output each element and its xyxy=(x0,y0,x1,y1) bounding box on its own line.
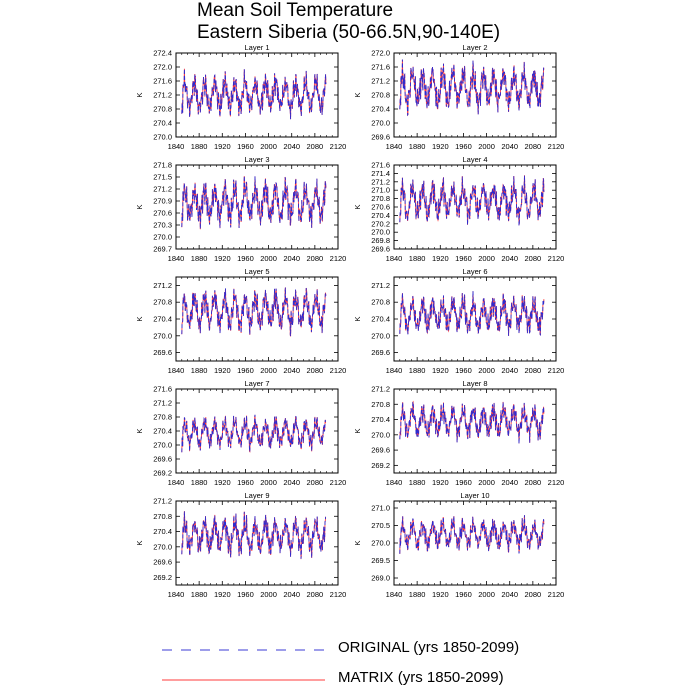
x-tick-label: 1880 xyxy=(408,142,426,151)
y-tick-label: 270.0 xyxy=(371,331,390,341)
x-tick-label: 1920 xyxy=(431,254,449,263)
x-tick-label: 2000 xyxy=(260,478,277,487)
x-tick-label: 2040 xyxy=(501,254,519,263)
panel-title: Layer 8 xyxy=(462,379,488,388)
x-tick-label: 2080 xyxy=(306,590,324,599)
y-tick-label: 270.4 xyxy=(153,118,172,128)
x-tick-label: 1840 xyxy=(385,478,403,487)
panel-title: Layer 9 xyxy=(244,491,270,500)
legend-original-label: ORIGINAL (yrs 1850-2099) xyxy=(338,639,520,656)
y-tick-label: 270.4 xyxy=(153,426,172,436)
y-tick-label: 270.0 xyxy=(153,232,172,242)
x-tick-label: 1880 xyxy=(408,478,426,487)
y-axis-label: K xyxy=(135,204,144,210)
y-tick-label: 269.6 xyxy=(371,445,390,455)
y-tick-label: 271.2 xyxy=(153,398,172,408)
x-tick-label: 2000 xyxy=(260,142,277,151)
y-tick-label: 270.8 xyxy=(371,399,390,409)
x-tick-label: 2040 xyxy=(501,366,519,375)
panel-title: Layer 1 xyxy=(244,43,270,52)
x-tick-label: 2120 xyxy=(547,254,565,263)
y-tick-label: 270.8 xyxy=(153,511,172,521)
x-tick-label: 1880 xyxy=(408,254,426,263)
x-tick-label: 1960 xyxy=(237,478,254,487)
y-tick-label: 272.4 xyxy=(153,48,172,58)
y-tick-label: 271.2 xyxy=(371,76,390,86)
x-tick-label: 2040 xyxy=(501,478,519,487)
x-tick-label: 1960 xyxy=(237,254,254,263)
x-tick-label: 2000 xyxy=(478,142,495,151)
x-tick-label: 1960 xyxy=(455,590,472,599)
y-axis-label: K xyxy=(353,204,362,210)
plot-frame xyxy=(394,165,556,249)
x-tick-label: 2080 xyxy=(306,254,324,263)
x-tick-label: 1880 xyxy=(408,590,426,599)
y-tick-label: 271.2 xyxy=(371,280,390,290)
y-tick-label: 269.5 xyxy=(371,556,390,565)
x-tick-label: 2000 xyxy=(478,478,495,487)
y-tick-label: 271.0 xyxy=(371,185,390,195)
y-tick-label: 270.4 xyxy=(371,104,390,114)
y-tick-label: 269.6 xyxy=(153,557,172,567)
y-tick-label: 270.4 xyxy=(153,527,172,537)
x-tick-label: 1920 xyxy=(431,590,449,599)
x-tick-label: 1960 xyxy=(237,590,254,599)
x-tick-label: 2040 xyxy=(501,142,519,151)
panel-layer-5 xyxy=(135,267,346,375)
y-tick-label: 271.2 xyxy=(371,384,390,394)
y-tick-label: 269.6 xyxy=(371,348,390,358)
y-tick-label: 270.4 xyxy=(371,314,390,324)
y-tick-label: 269.0 xyxy=(371,573,390,583)
x-tick-label: 2120 xyxy=(329,142,347,151)
plot-frame xyxy=(394,277,556,361)
x-tick-label: 1840 xyxy=(385,590,403,599)
plot-frame xyxy=(176,277,338,361)
y-tick-label: 270.0 xyxy=(371,538,390,548)
x-tick-label: 1920 xyxy=(213,142,231,151)
y-tick-label: 269.6 xyxy=(153,348,172,358)
y-axis-label: K xyxy=(353,316,362,322)
x-tick-label: 1920 xyxy=(431,478,449,487)
x-tick-label: 1840 xyxy=(167,478,185,487)
panel-title: Layer 2 xyxy=(462,43,488,52)
y-tick-label: 269.2 xyxy=(153,572,172,582)
x-tick-label: 1960 xyxy=(455,478,472,487)
x-tick-label: 1880 xyxy=(190,478,208,487)
panel-layer-7 xyxy=(135,379,346,487)
x-tick-label: 1840 xyxy=(385,366,403,375)
y-axis-label: K xyxy=(135,428,144,434)
y-tick-label: 271.2 xyxy=(153,496,172,506)
x-tick-label: 2000 xyxy=(478,254,495,263)
x-tick-label: 2080 xyxy=(524,142,542,151)
y-tick-label: 270.0 xyxy=(153,440,172,450)
x-tick-label: 2120 xyxy=(547,590,565,599)
x-tick-label: 1840 xyxy=(385,142,403,151)
x-tick-label: 2120 xyxy=(547,478,565,487)
y-tick-label: 269.6 xyxy=(371,132,390,142)
y-tick-label: 269.6 xyxy=(153,454,172,464)
y-tick-label: 271.2 xyxy=(153,280,172,290)
x-tick-label: 2040 xyxy=(283,142,301,151)
x-tick-label: 2040 xyxy=(283,590,301,599)
panel-layer-4 xyxy=(353,155,564,263)
x-tick-label: 2120 xyxy=(329,478,347,487)
y-axis-label: K xyxy=(135,540,144,546)
x-tick-label: 2120 xyxy=(329,254,347,263)
y-tick-label: 271.4 xyxy=(371,168,390,178)
x-tick-label: 2120 xyxy=(547,366,565,375)
x-tick-label: 1920 xyxy=(213,590,231,599)
x-tick-label: 1920 xyxy=(213,478,231,487)
x-tick-label: 1920 xyxy=(431,366,449,375)
panel-title: Layer 6 xyxy=(462,267,488,276)
y-tick-label: 270.8 xyxy=(153,412,172,422)
y-tick-label: 270.6 xyxy=(153,208,172,218)
y-tick-label: 270.8 xyxy=(371,90,390,100)
panel-layer-8 xyxy=(353,379,564,487)
x-tick-label: 1840 xyxy=(167,590,185,599)
x-tick-label: 1840 xyxy=(167,142,185,151)
x-tick-label: 2080 xyxy=(306,366,324,375)
x-tick-label: 2080 xyxy=(524,254,542,263)
y-axis-label: K xyxy=(353,92,362,98)
panel-title: Layer 10 xyxy=(460,491,490,500)
x-tick-label: 1960 xyxy=(455,254,472,263)
y-tick-label: 270.0 xyxy=(371,118,390,128)
x-tick-label: 1880 xyxy=(190,142,208,151)
y-tick-label: 270.0 xyxy=(153,331,172,341)
y-tick-label: 270.0 xyxy=(153,542,172,552)
series-original-line xyxy=(400,176,544,226)
y-tick-label: 270.8 xyxy=(153,297,172,307)
x-tick-label: 1960 xyxy=(455,366,472,375)
x-tick-label: 1960 xyxy=(455,142,472,151)
x-tick-label: 2080 xyxy=(524,590,542,599)
panel-title: Layer 4 xyxy=(462,155,488,164)
y-axis-label: K xyxy=(353,540,362,546)
x-tick-label: 1840 xyxy=(167,366,185,375)
plot-frame xyxy=(176,389,338,473)
series-original-line xyxy=(400,60,544,116)
x-tick-label: 2000 xyxy=(478,590,495,599)
panel-layer-1 xyxy=(135,43,346,151)
x-tick-label: 1840 xyxy=(167,254,185,263)
x-tick-label: 2040 xyxy=(283,366,301,375)
x-tick-label: 1880 xyxy=(190,366,208,375)
y-tick-label: 270.5 xyxy=(371,521,390,530)
y-tick-label: 270.9 xyxy=(153,196,172,206)
series-original-line xyxy=(400,291,544,336)
y-tick-label: 271.5 xyxy=(153,172,172,182)
y-tick-label: 270.0 xyxy=(371,430,390,440)
y-tick-label: 271.6 xyxy=(371,62,390,72)
y-tick-label: 271.2 xyxy=(153,184,172,194)
x-tick-label: 2080 xyxy=(306,142,324,151)
panel-title: Layer 7 xyxy=(244,379,270,388)
y-tick-label: 270.4 xyxy=(371,210,390,220)
x-tick-label: 2000 xyxy=(260,366,277,375)
y-tick-label: 272.0 xyxy=(153,62,172,72)
series-original-line xyxy=(182,511,326,558)
x-tick-label: 2000 xyxy=(260,254,277,263)
x-tick-label: 2000 xyxy=(260,590,277,599)
x-tick-label: 2040 xyxy=(501,590,519,599)
x-tick-label: 2080 xyxy=(524,478,542,487)
y-tick-label: 271.8 xyxy=(153,160,172,170)
panel-layer-2 xyxy=(353,43,564,151)
y-tick-label: 269.8 xyxy=(371,236,390,246)
y-axis-label: K xyxy=(135,316,144,322)
y-tick-label: 270.2 xyxy=(371,219,390,229)
x-tick-label: 1880 xyxy=(190,254,208,263)
x-tick-label: 2120 xyxy=(329,366,347,375)
series-original-line xyxy=(182,176,326,229)
panel-layer-3 xyxy=(135,155,346,263)
x-tick-label: 1960 xyxy=(237,366,254,375)
plot-frame xyxy=(394,53,556,137)
x-tick-label: 1960 xyxy=(237,142,254,151)
y-tick-label: 271.6 xyxy=(153,384,172,394)
legend-matrix-label: MATRIX (yrs 1850-2099) xyxy=(338,669,504,686)
x-tick-label: 2000 xyxy=(478,366,495,375)
y-tick-label: 269.2 xyxy=(153,468,172,478)
y-tick-label: 269.6 xyxy=(371,244,390,254)
panel-title: Layer 3 xyxy=(244,155,270,164)
x-tick-label: 2080 xyxy=(524,366,542,375)
y-tick-label: 271.6 xyxy=(371,160,390,170)
y-tick-label: 270.4 xyxy=(371,415,390,425)
x-tick-label: 1920 xyxy=(213,254,231,263)
y-tick-label: 270.8 xyxy=(371,194,390,204)
y-axis-label: K xyxy=(353,428,362,434)
y-tick-label: 270.6 xyxy=(371,202,390,212)
x-tick-label: 1840 xyxy=(385,254,403,263)
y-tick-label: 269.2 xyxy=(371,460,390,470)
x-tick-label: 2040 xyxy=(283,254,301,263)
y-tick-label: 270.0 xyxy=(153,132,172,142)
x-tick-label: 2080 xyxy=(306,478,324,487)
panel-title: Layer 5 xyxy=(244,267,270,276)
y-tick-label: 270.8 xyxy=(153,104,172,114)
x-tick-label: 1880 xyxy=(190,590,208,599)
series-original-line xyxy=(182,415,326,453)
y-tick-label: 271.2 xyxy=(153,90,172,100)
x-tick-label: 1880 xyxy=(408,366,426,375)
panel-layer-6 xyxy=(353,267,564,375)
x-tick-label: 2120 xyxy=(547,142,565,151)
y-tick-label: 271.6 xyxy=(153,76,172,86)
x-tick-label: 1920 xyxy=(431,142,449,151)
y-tick-label: 270.8 xyxy=(371,297,390,307)
y-tick-label: 270.0 xyxy=(371,227,390,237)
series-matrix-line xyxy=(182,69,326,119)
series-matrix-line xyxy=(400,175,544,225)
y-tick-label: 270.3 xyxy=(153,220,172,230)
y-tick-label: 271.0 xyxy=(371,503,390,513)
y-tick-label: 269.7 xyxy=(153,244,172,254)
panel-layer-9 xyxy=(135,491,346,599)
y-axis-label: K xyxy=(135,92,144,98)
figure-title-line1: Mean Soil Temperature xyxy=(197,0,394,21)
x-tick-label: 2120 xyxy=(329,590,347,599)
figure-title-line2: Eastern Siberia (50-66.5N,90-140E) xyxy=(197,22,501,43)
series-original-line xyxy=(400,515,544,554)
y-tick-label: 272.0 xyxy=(371,48,390,58)
y-tick-label: 270.4 xyxy=(153,314,172,324)
x-tick-label: 2040 xyxy=(283,478,301,487)
panel-layer-10 xyxy=(353,491,564,599)
x-tick-label: 1920 xyxy=(213,366,231,375)
y-tick-label: 271.2 xyxy=(371,177,390,187)
